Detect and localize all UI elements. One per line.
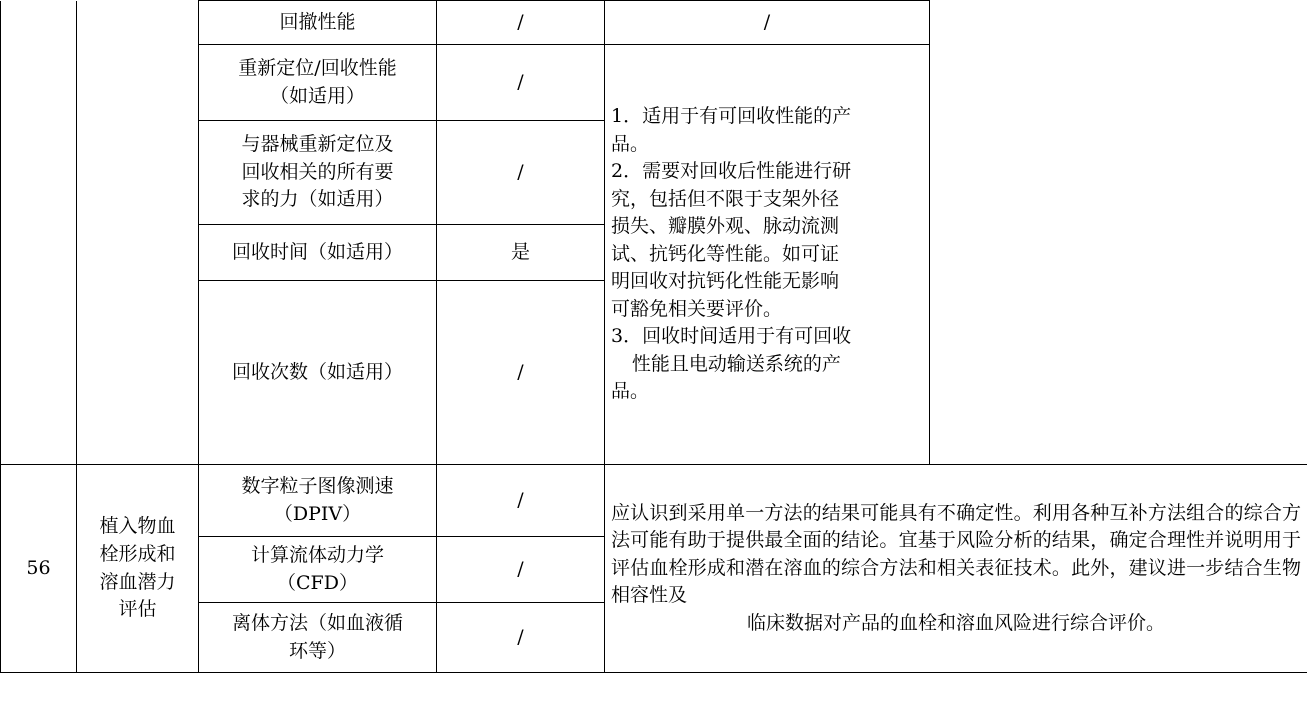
- desc-line: 可豁免相关要评价。: [611, 297, 783, 320]
- desc-line: 品。: [611, 132, 650, 155]
- item-recapture-count: 回收次数（如适用）: [199, 281, 437, 465]
- row-number-56: 56: [1, 465, 77, 673]
- row-number-cell-top: [1, 1, 77, 465]
- group-name-56: [77, 465, 199, 673]
- item-force-requirements: [199, 121, 437, 225]
- item-line: 回收相关的所有要: [241, 160, 394, 183]
- item-line: 与器械重新定位及: [241, 133, 394, 156]
- row-group-cell-top: [77, 1, 199, 465]
- flag-invitro: /: [437, 603, 605, 673]
- item-reposition-recapture: [199, 45, 437, 121]
- flag-recapture-time: 是: [437, 225, 605, 281]
- item-line: （CFD）: [277, 571, 358, 594]
- item-line: （如适用）: [269, 84, 365, 107]
- desc-line: 2．需要对回收后性能进行研: [611, 160, 852, 183]
- group-line: 评估: [118, 598, 157, 621]
- desc-line: 性能且电动输送系统的产: [631, 352, 841, 375]
- merged-description-cell: [605, 45, 930, 465]
- flag-dpiv: /: [437, 465, 605, 537]
- tail-cell-top: [930, 1, 1307, 465]
- flag-force-requirements: /: [437, 121, 605, 225]
- desc-line: 品。: [611, 380, 650, 403]
- flag-retrieval-performance: /: [437, 1, 605, 45]
- item-dpiv: [199, 465, 437, 537]
- table-row: [1, 465, 1307, 537]
- group-line: 栓形成和: [99, 542, 176, 565]
- desc-last-line: 临床数据对产品的血栓和溶血风险进行综合评价。: [746, 611, 1165, 634]
- desc-line: 1．适用于有可回收性能的产: [611, 104, 852, 127]
- item-line: 离体方法（如血液循: [231, 611, 403, 634]
- flag-cfd: /: [437, 537, 605, 603]
- group-line: 溶血潜力: [99, 570, 176, 593]
- desc-line: 明回收对抗钙化性能无影响: [611, 270, 840, 293]
- item-line: 求的力（如适用）: [241, 188, 394, 211]
- table-row: [1, 1, 1307, 45]
- item-line: 重新定位/回收性能: [238, 56, 397, 79]
- item-cfd: [199, 537, 437, 603]
- flag-recapture-count: /: [437, 281, 605, 465]
- item-line: 数字粒子图像测速: [241, 474, 394, 497]
- item-line: 环等）: [288, 639, 346, 662]
- description-56: [605, 465, 1307, 673]
- item-invitro: [199, 603, 437, 673]
- item-recapture-time: 回收时间（如适用）: [199, 225, 437, 281]
- flag-reposition-recapture: /: [437, 45, 605, 121]
- desc-body: 应认识到采用单一方法的结果可能具有不确定性。利用各种互补方法组合的综合方法可能有助于提供最全面的结论。宜基于风险分析的结果，确定合理性并说明用于评估血栓形成和潜在溶血的综合方法和相关表征技术。此外，建议进一步结合生物相容性及: [611, 501, 1301, 607]
- item-line: （DPIV）: [273, 502, 362, 525]
- desc-line: 究，包括但不限于支架外径: [611, 187, 840, 210]
- desc-line: 损失、瓣膜外观、脉动流测: [611, 215, 840, 238]
- item-line: 计算流体动力学: [250, 543, 384, 566]
- item-retrieval-performance: 回撤性能: [199, 1, 437, 45]
- group-line: 植入物血: [99, 515, 176, 538]
- desc-line: 3．回收时间适用于有可回收: [611, 325, 852, 348]
- desc-line: 试、抗钙化等性能。如可证: [611, 242, 840, 265]
- desc-retrieval-performance: /: [605, 1, 930, 45]
